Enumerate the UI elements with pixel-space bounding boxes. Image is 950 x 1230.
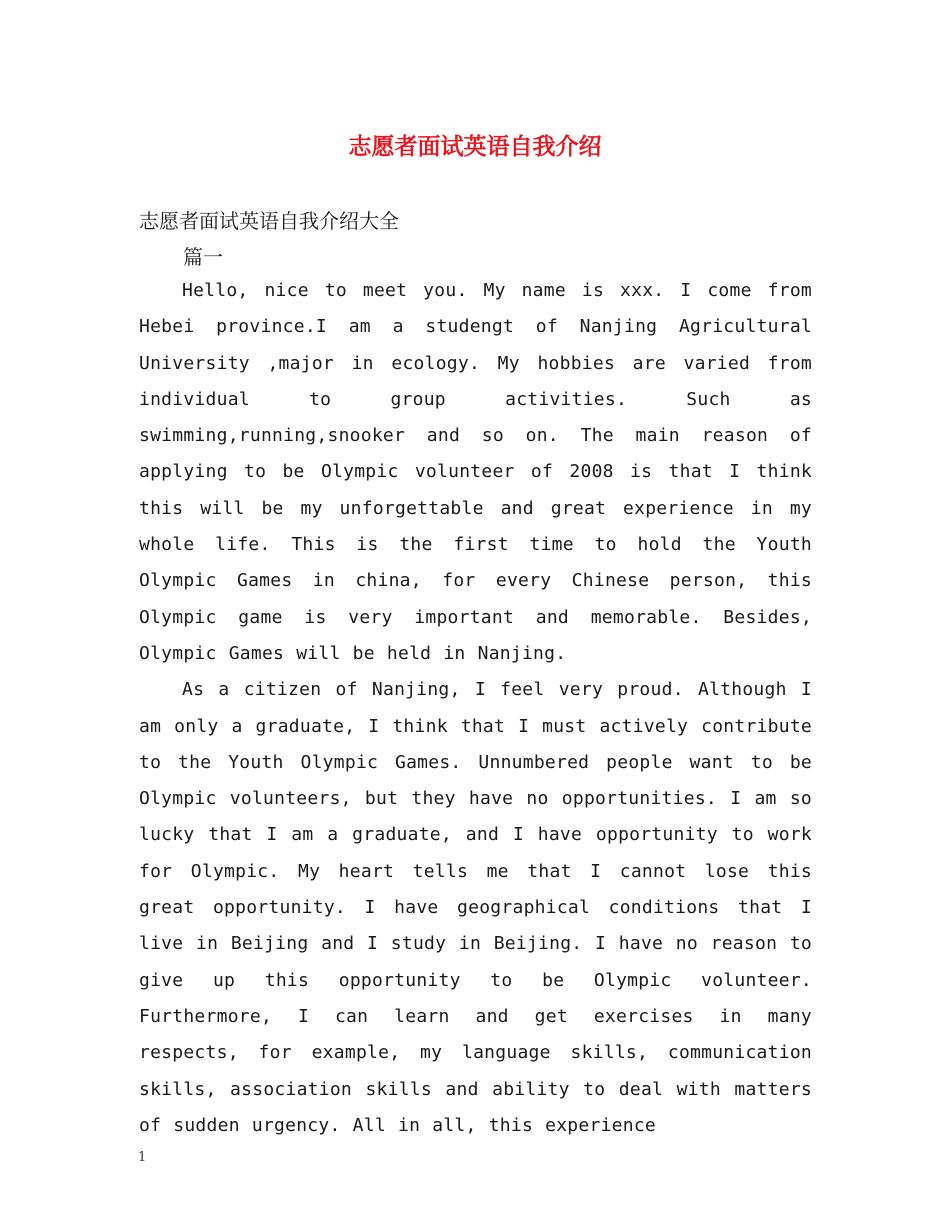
section-label: 篇一 [183,245,223,269]
document-subtitle: 志愿者面试英语自我介绍大全 [139,209,399,233]
paragraph-2: As a citizen of Nanjing, I feel very proud. Although I am only a graduate, I think that I must actively contribute to the Youth Olympic Games. Unnumbered people want to be Olympic volunteers, but they have no opportunities. I am so lucky that I am a graduate, and I have opportunity to work for Olympic. My heart tells me that I cannot lose this great opportunity. I have geographical conditions that I live in Beijing and I study in Beijing. I have no reason to give up this opportunity to be Olympic volunteer. Furthermore, I can learn and get exercises in many respects, for example, my language skills, communication skills, association skills and ability to deal with matters of sudden urgency. All in all, this experience [139,679,812,1136]
page-number: 1 [138,1150,147,1165]
document-title: 志愿者面试英语自我介绍 [348,133,602,160]
paragraph-1: Hello, nice to meet you. My name is xxx. I come from Hebei province.I am a studengt of Nanjing Agricultural University ,major in ecology. My hobbies are varied from individual to group activities. Such as swimming,running,snooker and so on. The main reason of applying to be Olympic volunteer of 2008 is that I think this will be my unforgettable and great experience in my whole life. This is the first time to hold the Youth Olympic Games in china, for every Chinese person, this Olympic game is very important and memorable. Besides, Olympic Games will be held in Nanjing. [139,280,812,664]
document-body [139,273,812,1144]
